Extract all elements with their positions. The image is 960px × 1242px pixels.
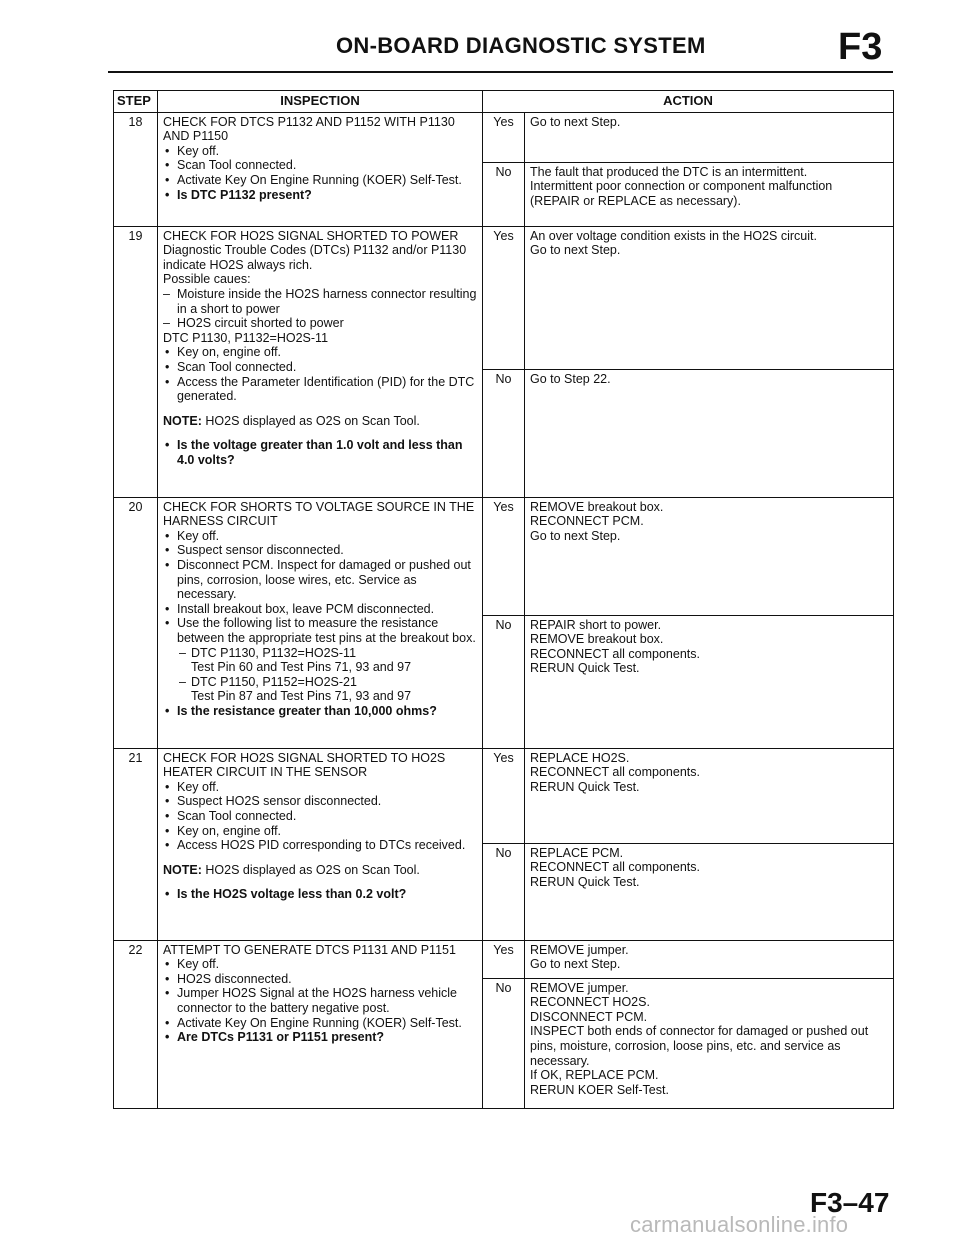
note-label: NOTE: [163, 862, 202, 877]
yes-label: Yes [483, 497, 525, 615]
inspection-text: Diagnostic Trouble Codes (DTCs) P1132 and/or P1130 indicate HO2S always rich. [163, 243, 467, 272]
note-label: NOTE: [163, 413, 202, 428]
inspection-cell [158, 112, 483, 226]
yes-action [525, 748, 894, 843]
section-code: F3 [838, 26, 883, 68]
inspection-bullet: • Scan Tool connected. [163, 158, 477, 173]
inspection-heading: CHECK FOR HO2S SIGNAL SHORTED TO HO2S HEATER CIRCUIT IN THE SENSOR [163, 750, 446, 780]
action-line: REMOVE breakout box. [530, 499, 664, 514]
action-line: RECONNECT HO2S. [530, 995, 650, 1010]
yes-action [525, 497, 894, 615]
page-number: F3–47 [810, 1187, 890, 1218]
step-number: 18 [114, 112, 158, 226]
column-header-step: STEP [114, 91, 158, 113]
table-header-row [114, 91, 894, 113]
table-row [114, 112, 894, 162]
action-line: Intermittent poor connection or component malfunction [530, 179, 833, 194]
no-label: No [483, 978, 525, 1108]
inspection-bullet: • Access the Parameter Identification (PID) for the DTC generated. [163, 375, 477, 404]
inspection-bullet: • Scan Tool connected. [163, 809, 477, 824]
no-action [525, 978, 894, 1108]
no-action [525, 843, 894, 940]
column-header-action: ACTION [483, 91, 894, 113]
action-line: (REPAIR or REPLACE as necessary). [530, 193, 741, 208]
inspection-bullet: • Jumper HO2S Signal at the HO2S harness vehicle connector to the battery negative post. [163, 986, 477, 1015]
inspection-dash-item: – HO2S circuit shorted to power [163, 316, 477, 331]
page-title: ON-BOARD DIAGNOSTIC SYSTEM [336, 33, 706, 58]
inspection-bullet: • HO2S disconnected. [163, 972, 477, 987]
inspection-bullet: • Key on, engine off. [163, 345, 477, 360]
action-line: REMOVE breakout box. [530, 632, 664, 647]
step-number: 19 [114, 226, 158, 497]
inspection-bullet: • Activate Key On Engine Running (KOER) Self-Test. [163, 173, 477, 188]
inspection-question: • Are DTCs P1131 or P1151 present? [163, 1030, 477, 1045]
yes-action [525, 940, 894, 978]
action-line: REPAIR short to power. [530, 617, 662, 632]
no-action [525, 615, 894, 748]
inspection-question: • Is the HO2S voltage less than 0.2 volt? [163, 887, 477, 902]
bullet-text: Use the following list to measure the resistance between the appropriate test pins at the breakout box. [177, 616, 476, 645]
action-line: RERUN Quick Test. [530, 779, 640, 794]
step-number: 21 [114, 748, 158, 940]
step-number: 22 [114, 940, 158, 1108]
action-line: An over voltage condition exists in the HO2S circuit. [530, 228, 817, 243]
action-line: RECONNECT PCM. [530, 514, 644, 529]
inspection-note [163, 414, 477, 429]
action-line: REMOVE jumper. [530, 942, 629, 957]
dtc-text: – DTC P1150, P1152=HO2S-21 [191, 674, 357, 689]
note-text: HO2S displayed as O2S on Scan Tool. [205, 862, 420, 877]
yes-action: Go to next Step. [525, 112, 894, 162]
inspection-heading: ATTEMPT TO GENERATE DTCS P1131 AND P1151 [163, 942, 456, 957]
inspection-cell [158, 226, 483, 497]
action-line: RERUN Quick Test. [530, 661, 640, 676]
inspection-bullet: • Suspect sensor disconnected. [163, 543, 477, 558]
inspection-heading: CHECK FOR DTCS P1132 AND P1152 WITH P1130 AND P1150 [163, 114, 455, 144]
inspection-bullet: • Access HO2S PID corresponding to DTCs received. [163, 838, 477, 853]
diagnostic-table [113, 90, 894, 1109]
action-line: REPLACE HO2S. [530, 750, 630, 765]
no-action: Go to Step 22. [525, 369, 894, 497]
inspection-bullet [163, 616, 477, 704]
test-pins-text: Test Pin 87 and Test Pins 71, 93 and 97 [191, 689, 412, 704]
yes-label: Yes [483, 112, 525, 162]
inspection-question: • Is the voltage greater than 1.0 volt and less than 4.0 volts? [163, 438, 477, 467]
action-line: If OK, REPLACE PCM. [530, 1068, 659, 1083]
table-row [114, 226, 894, 369]
table-row [114, 497, 894, 615]
inspection-text: DTC P1130, P1132=HO2S-11 [163, 330, 329, 345]
action-line: RECONNECT all components. [530, 646, 700, 661]
no-label: No [483, 162, 525, 226]
step-number: 20 [114, 497, 158, 748]
watermark: carmanualsonline.info [630, 1212, 849, 1237]
inspection-cell [158, 497, 483, 748]
no-label: No [483, 615, 525, 748]
header-rule [108, 71, 893, 73]
action-line: RECONNECT all components. [530, 860, 700, 875]
inspection-bullet: • Key off. [163, 529, 477, 544]
yes-label: Yes [483, 940, 525, 978]
inspection-bullet: • Install breakout box, leave PCM disconnected. [163, 602, 477, 617]
inspection-bullet: • Key off. [163, 780, 477, 795]
table-row [114, 748, 894, 843]
table-row [114, 940, 894, 978]
yes-action [525, 226, 894, 369]
action-line: DISCONNECT PCM. [530, 1009, 648, 1024]
inspection-bullet: • Key on, engine off. [163, 824, 477, 839]
no-label: No [483, 369, 525, 497]
action-line: RERUN Quick Test. [530, 874, 640, 889]
inspection-dash-item [179, 646, 477, 675]
yes-label: Yes [483, 748, 525, 843]
action-line: REPLACE PCM. [530, 845, 624, 860]
yes-label: Yes [483, 226, 525, 369]
action-line: Go to next Step. [530, 957, 621, 972]
inspection-heading: CHECK FOR HO2S SIGNAL SHORTED TO POWER [163, 228, 459, 243]
inspection-cell [158, 748, 483, 940]
inspection-dash-item [179, 675, 477, 704]
inspection-bullet: • Scan Tool connected. [163, 360, 477, 375]
column-header-inspection: INSPECTION [158, 91, 483, 113]
no-label: No [483, 843, 525, 940]
action-line: REMOVE jumper. [530, 980, 629, 995]
inspection-note [163, 863, 477, 878]
action-line: RECONNECT all components. [530, 765, 700, 780]
action-line: Go to next Step. [530, 528, 621, 543]
test-pins-text: Test Pin 60 and Test Pins 71, 93 and 97 [191, 660, 412, 675]
dtc-text: – DTC P1130, P1132=HO2S-11 [191, 645, 357, 660]
inspection-question: • Is DTC P1132 present? [163, 188, 477, 203]
inspection-text: Possible caues: [163, 272, 251, 287]
action-line: INSPECT both ends of connector for damaged or pushed out pins, moisture, corrosion, loose pins, etc. and service as necessary. [530, 1024, 869, 1068]
note-text: HO2S displayed as O2S on Scan Tool. [205, 413, 420, 428]
inspection-bullet: • Activate Key On Engine Running (KOER) Self-Test. [163, 1016, 477, 1031]
action-line: The fault that produced the DTC is an intermittent. [530, 164, 808, 179]
inspection-dash-item: – Moisture inside the HO2S harness connector resulting in a short to power [163, 287, 477, 316]
inspection-bullet: • Disconnect PCM. Inspect for damaged or pushed out pins, corrosion, loose wires, etc. Service as necessary. [163, 558, 477, 602]
action-line: Go to next Step. [530, 243, 621, 258]
inspection-bullet: • Key off. [163, 957, 477, 972]
action-line: RERUN KOER Self-Test. [530, 1082, 669, 1097]
no-action [525, 162, 894, 226]
inspection-heading: CHECK FOR SHORTS TO VOLTAGE SOURCE IN THE HARNESS CIRCUIT [163, 499, 475, 529]
inspection-bullet: • Suspect HO2S sensor disconnected. [163, 794, 477, 809]
inspection-bullet: • Key off. [163, 144, 477, 159]
inspection-question: • Is the resistance greater than 10,000 ohms? [163, 704, 477, 719]
inspection-cell [158, 940, 483, 1108]
